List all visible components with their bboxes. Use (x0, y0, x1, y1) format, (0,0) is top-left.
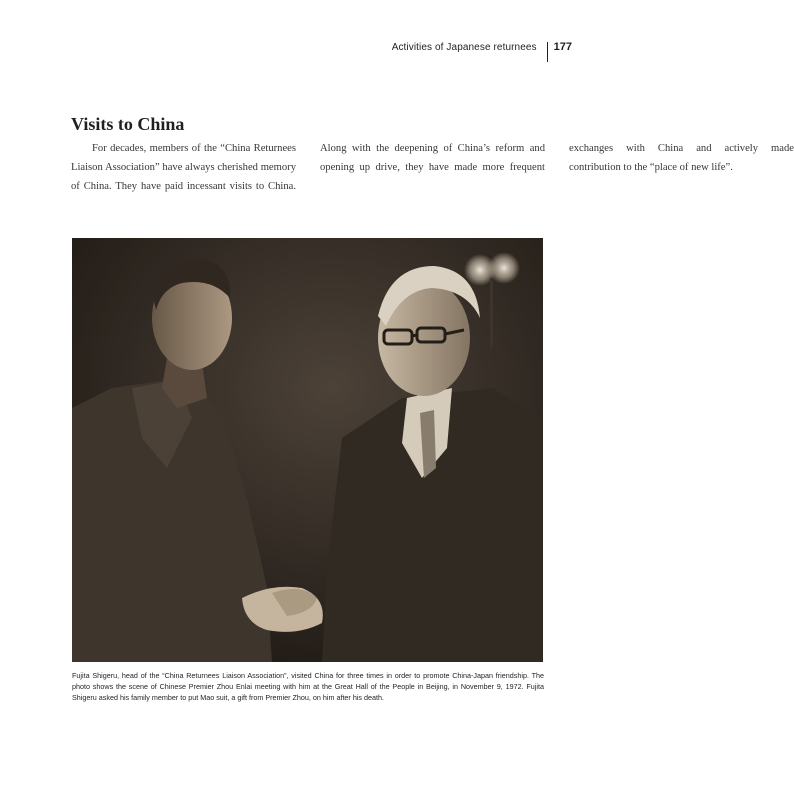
running-header-section: Activities of Japanese returnees (391, 41, 537, 53)
photo-illustration (72, 238, 543, 662)
body-text (71, 139, 794, 209)
body-paragraph: For decades, members of the “China Returnees Liaison Association” have always cherished memory of China. They have paid incessant visits to China. Along with the deepening of China’s reform and opening up drive, they have made more frequent exchanges with China and actively made contribution to the “place of new life”. (71, 143, 794, 192)
page-number: 177 (553, 41, 572, 53)
historical-photo (72, 238, 543, 662)
running-header (392, 37, 572, 57)
section-title: Visits to China (71, 114, 185, 134)
photo-caption: Fujita Shigeru, head of the “China Returnees Liaison Association”, visited China for three times in order to promote China-Japan friendship. The photo shows the scene of Chinese Premier Zhou Enlai meeting with him at the Great Hall of the People in Beijing, in November 9, 1972. Fujita Shigeru asked his family member to put Mao suit, a gift from Premier Zhou, on him after his death. (72, 671, 544, 702)
header-divider (547, 42, 548, 62)
